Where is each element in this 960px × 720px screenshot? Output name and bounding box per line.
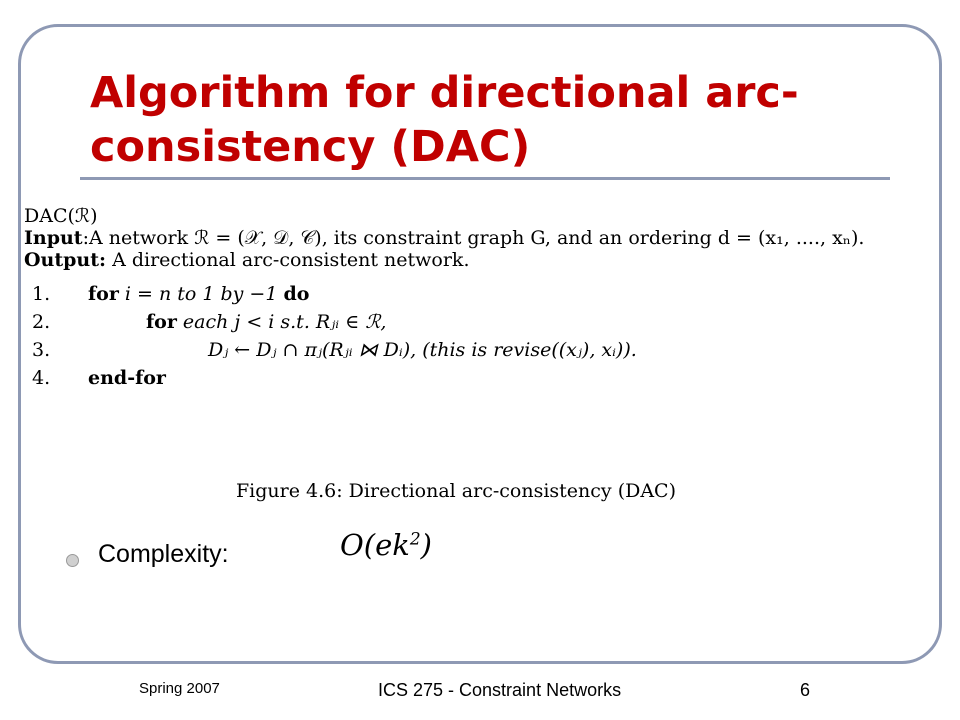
footer-date: Spring 2007 [139,680,220,697]
step-text: Dⱼ ← Dⱼ ∩ πⱼ(Rⱼᵢ ⋈ Dᵢ), (this is revise((xⱼ), xᵢ)). [208,339,637,361]
complexity-colon: : [221,540,229,568]
title-divider [80,177,890,180]
complexity-text: Complexity [98,540,222,568]
title-line-2: consistency (DAC) [90,122,531,172]
step-keyword: for [146,311,177,333]
step-number: 3. [32,339,51,361]
output-label: Output: [24,249,107,271]
step-keyword: for [88,283,119,305]
formula-exponent: 2 [409,529,421,550]
formula-base: O(ek [340,528,410,562]
bullet-icon [66,554,79,567]
step-text: i = n to 1 by −1 [118,283,284,305]
input-text: :A network ℛ = (𝒳, 𝒟, 𝒞), its constraint graph G, and an ordering d = (x₁, ...., xₙ). [82,227,865,249]
title-line-1: Algorithm for directional arc- [90,68,799,118]
step-text: each j < i s.t. Rⱼᵢ ∈ ℛ, [176,311,387,333]
formula-end: ) [420,528,432,562]
algorithm-step-4 [24,366,924,390]
algorithm-step-3 [24,338,924,362]
output-text: A directional arc-consistent network. [106,249,470,271]
slide-title [90,66,910,174]
algorithm-name: DAC(ℛ) [24,205,98,227]
complexity-formula [340,528,432,562]
footer-course: ICS 275 - Constraint Networks [378,680,622,700]
step-number: 1. [32,283,51,305]
input-label: Input [24,227,83,249]
step-keyword-do: do [283,283,310,305]
footer-page-number: 6 [800,680,811,700]
step-keyword: end-for [88,367,166,389]
step-number: 2. [32,311,51,333]
algorithm-step-1 [24,282,924,306]
figure-caption: Figure 4.6: Directional arc-consistency (DAC) [236,480,677,502]
algorithm-output [24,248,469,272]
complexity-label [98,540,229,569]
step-number: 4. [32,367,51,389]
algorithm-input [24,226,864,250]
algorithm-step-2 [24,310,924,334]
